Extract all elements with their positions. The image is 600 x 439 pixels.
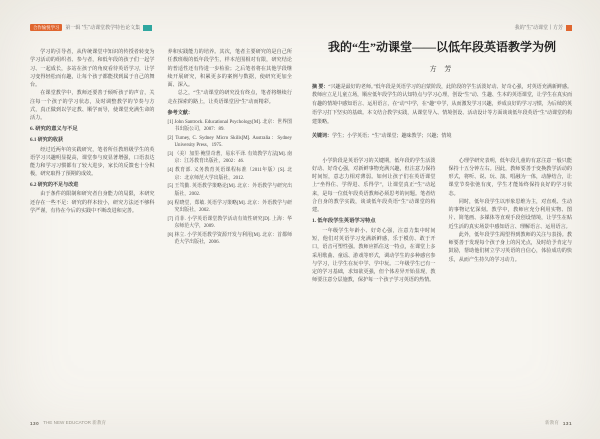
article-title: 我的“生”动课堂——以低年段英语教学为例 xyxy=(327,40,556,54)
abstract xyxy=(312,84,572,128)
reference-item: [5] 王笃勤. 英语教学策略论[M]. 北京：外语教学与研究出版社，2002. xyxy=(167,184,292,197)
section-heading: 6. 研究的意义与不足 xyxy=(30,126,78,133)
paragraph: 心理学研究表明，低年段儿童的有意注意一般只能保持十五分钟左右。因此，教师要善于变换教学活动的形式，将听、说、玩、演、唱融为一体，动静结合，让课堂节奏张弛有度，学生才能始终保持良好的学习状态。 xyxy=(448,157,572,197)
page-number: 131 xyxy=(562,420,572,426)
paragraph: 学习的引导者，从传统课堂中知识的传授者转变为学习活动的组织者、参与者，和低年段的孩子们一起学习、一起成长，多站在孩子的角度看待英语学习，让学习变得轻松而有趣，让每个孩子都能找到属于自己的舞台。 xyxy=(30,49,155,88)
abstract-label: 摘 要： xyxy=(312,84,329,90)
keywords-label: 关键词： xyxy=(312,134,333,140)
right-page-column-1 xyxy=(312,157,436,407)
author-name: 方 芳 xyxy=(429,64,455,73)
page-number: 130 xyxy=(30,420,40,426)
subsection-heading: 6.1 研究的收获 xyxy=(30,137,64,144)
paragraph: 一年级学生年龄小、好奇心强，注意力集中时间短，他们对英语学习充满新鲜感，乐于模仿、敢于开口，语音可塑性强。教师应抓住这一特点，在课堂上多采用歌曲、童谣、游戏等形式，调动学生的多种感官参与学习，让学生在玩中学、学中玩。二年级学生已有一定的学习基础，求知欲更强，但个体差异开始显现，教师要注意分层施教，保护每一个孩子学习英语的热情。 xyxy=(312,227,436,284)
paragraph: 养和实践能力的培养。其次，笔者主要研究的是自己所任教班级的低年段学生，样本范围相对有限，研究结论的普适性还有待进一步检验；之后笔者将在其他学段继续开展研究，积累更多的案例与数据，使研究更加全面、深入。 xyxy=(167,49,292,88)
abstract-text: “兴趣是最好的老师。”低年段是英语学习的启蒙阶段，此阶段的学生活泼好动、好奇心强，对英语充满新鲜感。教师应立足儿童立场，顺应低年段学生的认知特点与学习心理，创设“生”动、生趣、生本的英语课堂，让学生在真实而有趣的情境中感知语言、运用语言，在“动”中学，在“趣”中学，从而激发学习兴趣，养成良好的学习习惯，为后续的英语学习打下坚实的基础。本文结合教学实践，从课堂导入、情境创设、活动设计等方面谈谈低年段英语“生”动课堂的构建策略。 xyxy=(312,84,572,126)
reference-item: [4] 教育部. 义务教育英语课程标准（2011年版）[S]. 北京：北京师范大学出版社，2012. xyxy=(167,168,292,181)
paragraph: 同时，低年段学生以形象思维为主，对直观、生动的事物记忆深刻。教学中，教师应充分利用实物、图片、简笔画、多媒体等直观手段创设情境，让学生在贴近生活的真实场景中感知语言、理解语言、运用语言。 xyxy=(448,198,572,230)
reference-item: [2] Turney, C. Sydney Micro Skills[M]. Australia：Sydney University Press，1975. xyxy=(167,135,292,149)
left-page xyxy=(30,48,292,404)
article-body xyxy=(312,157,572,407)
right-page-column-2 xyxy=(449,157,573,407)
keywords-text: 学生；小学英语；“生”动课堂；趣味教学；兴趣；情境 xyxy=(332,134,452,140)
reference-item: [1] John Santrock. Educational Psychology[M]. 北京：世界图书出版公司，2007：89. xyxy=(167,119,292,132)
paragraph: 此外，低年段学生渴望得到教师的关注与表扬。教师要善于发现每个孩子身上的闪光点，及时给予肯定与鼓励，帮助他们树立学习英语的自信心，体验成功的快乐，从而产生持久的学习动力。 xyxy=(448,231,572,263)
teal-marker-icon xyxy=(143,25,152,31)
orange-marker-icon xyxy=(566,25,572,31)
paragraph: 总之，“生”动课堂的研究没有终点，笔者将继续行走在探索的路上，让英语课堂因“生”动而精彩。 xyxy=(167,90,292,105)
paragraph: 由于条件的限制和研究者自身能力的局限，本研究还存在一些不足：研究的样本较小，研究方法还不够科学严谨，有待在今后的实践中不断改进和完善。 xyxy=(30,191,155,214)
journal-name: 新教育 xyxy=(545,420,559,425)
running-header-right xyxy=(515,24,572,31)
reference-item: [6] 程晓堂，郑敏. 英语学习策略[M]. 北京：外语教学与研究出版社，2002. xyxy=(167,200,292,213)
paragraph: 在课堂教学中，教师还要善于倾听孩子的声音，关注每一个孩子的学习状态，及时调整教学的节奏与方式，真正做到以学定教、顺学而导，使课堂充满生命的活力。 xyxy=(30,90,155,121)
right-page xyxy=(312,40,572,407)
left-page-column-1 xyxy=(30,48,155,404)
keywords xyxy=(312,133,572,142)
running-header-left xyxy=(30,24,152,31)
left-page-column-2 xyxy=(168,48,293,404)
journal-name: THE NEW EDUCATOR 新教育 xyxy=(43,420,107,425)
paragraph: 经过近两年的实践研究，笔者所任教班级学生的英语学习兴趣明显提高，课堂参与度显著增强，口语表达能力和学习习惯都有了较大进步，家长的反馈也十分积极，研究取得了预期的成效。 xyxy=(30,146,155,178)
reference-item: [7] 肖菲. 小学英语课堂教学活动有效性研究[D]. 上海：华东师范大学，2009. xyxy=(167,216,292,230)
footer-right xyxy=(545,420,572,426)
series-title: 第一辑 “生”动课堂教学特色论文集 xyxy=(65,25,141,32)
paragraph: 小学阶段是英语学习的关键期，低年段的学生活泼好动、好奇心强，对新鲜事物充满兴趣，但注意力保持时间短，意志力相对薄弱。如何让孩子们在英语课堂上“坐得住、学得进、乐得学”，让课堂真正“生”动起来，是每一位低年段英语教师必须思考的问题。笔者结合自身的教学实践，谈谈低年段英语“生”动课堂的构建。 xyxy=(312,157,436,214)
reference-item: [3] （美）加里·鲍里奇著，易东平译. 有效教学方法[M]. 南京：江苏教育出版社，2002：46. xyxy=(167,151,292,165)
references-heading: 参考文献： xyxy=(167,109,193,116)
footer-left xyxy=(30,420,106,426)
series-badge: 合作愉悦学习 xyxy=(30,24,62,31)
running-title: 我的“生”动课堂丨方芳 xyxy=(514,25,563,31)
section-heading: 1. 低年段学生英语学习特点 xyxy=(312,218,376,225)
reference-item: [8] 林立. 小学英语教学资源开发与利用[M]. 北京：首都师范大学出版社，2006. xyxy=(167,233,292,246)
subsection-heading: 6.2 研究的不足与改进 xyxy=(30,182,79,189)
